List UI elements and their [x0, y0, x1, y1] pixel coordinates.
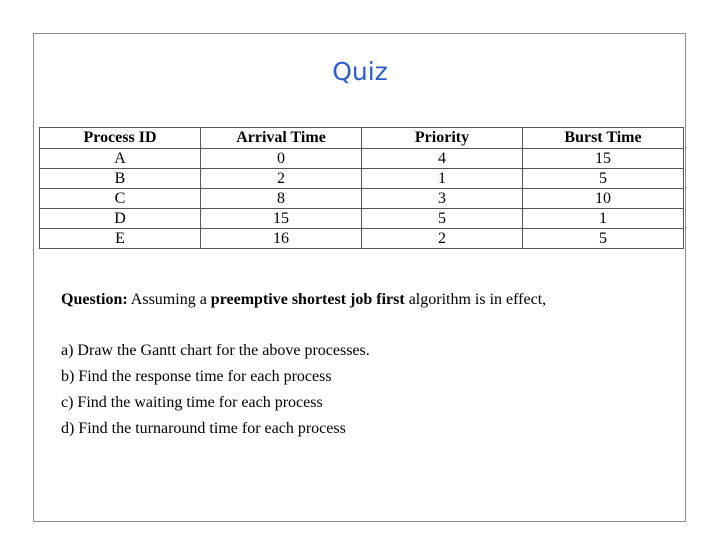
table-header-row: [40, 128, 684, 149]
table-row: [40, 209, 684, 229]
table-cell: 15: [523, 149, 684, 169]
task-item-c: c) Find the waiting time for each process: [61, 394, 323, 411]
question-label: Question:: [61, 291, 128, 308]
table-cell: 15: [201, 209, 362, 229]
process-table: [39, 127, 684, 249]
question-text-start: Assuming a: [127, 291, 211, 308]
table-cell: 5: [362, 209, 523, 229]
table-row: [40, 169, 684, 189]
table-cell: 1: [362, 169, 523, 189]
task-item-b: b) Find the response time for each process: [61, 368, 332, 385]
table-cell: 2: [362, 229, 523, 249]
table-cell: 2: [201, 169, 362, 189]
task-item-a: a) Draw the Gantt chart for the above processes.: [61, 342, 370, 359]
table-cell: 8: [201, 189, 362, 209]
table-cell: 5: [523, 229, 684, 249]
column-header-process-id: Process ID: [40, 128, 201, 149]
table-cell: 16: [201, 229, 362, 249]
question-text-end: algorithm is in effect,: [404, 291, 547, 308]
slide-frame: [33, 33, 686, 522]
table-cell: C: [40, 189, 201, 209]
table-cell: 4: [362, 149, 523, 169]
table-row: [40, 149, 684, 169]
task-item-d: d) Find the turnaround time for each process: [61, 420, 346, 437]
table-row: [40, 189, 684, 209]
table-cell: E: [40, 229, 201, 249]
table-row: [40, 229, 684, 249]
table-cell: 3: [362, 189, 523, 209]
table-cell: 1: [523, 209, 684, 229]
question-emphasis: preemptive shortest job first: [210, 291, 405, 308]
table-cell: 10: [523, 189, 684, 209]
table-cell: 0: [201, 149, 362, 169]
table-cell: B: [40, 169, 201, 189]
table-cell: D: [40, 209, 201, 229]
table-cell: A: [40, 149, 201, 169]
table-cell: 5: [523, 169, 684, 189]
column-header-priority: Priority: [362, 128, 523, 149]
question-paragraph: [61, 290, 546, 310]
column-header-arrival-time: Arrival Time: [201, 128, 362, 149]
slide-title: Quiz: [332, 57, 388, 86]
column-header-burst-time: Burst Time: [523, 128, 684, 149]
